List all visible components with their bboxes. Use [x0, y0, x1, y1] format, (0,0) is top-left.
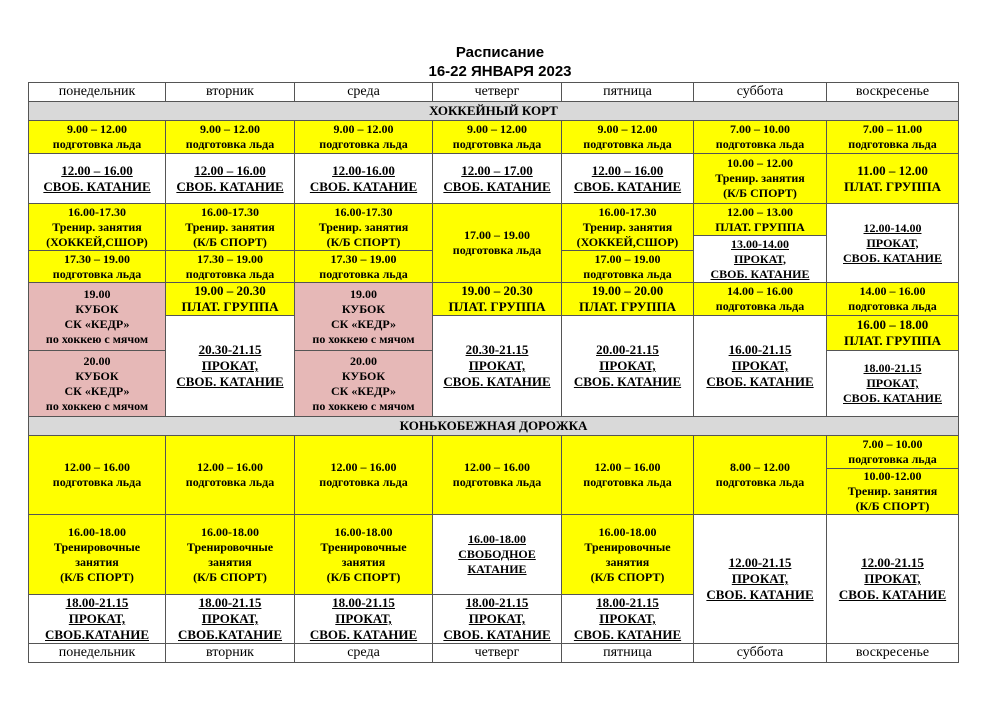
schedule-cell-line: подготовка льда [452, 243, 542, 257]
page-subtitle: 16-22 ЯНВАРЯ 2023 [428, 63, 572, 80]
schedule-cell-line: занятия [208, 554, 252, 569]
schedule-cell-line: 16.00-17.30 [598, 204, 657, 219]
schedule-cell-line: 18.00-21.15 [332, 595, 395, 610]
schedule-cell-line: занятия [605, 554, 650, 569]
schedule-cell-line: ПРОКАТ, [201, 611, 259, 626]
schedule-cell [827, 469, 959, 515]
schedule-cell [29, 351, 166, 417]
schedule-cell-line: 12.00 – 16.00 [64, 460, 130, 474]
day-footer: четверг [433, 644, 562, 663]
schedule-cell-line: 17.30 – 19.00 [197, 251, 263, 266]
section-skating-track: КОНЬКОБЕЖНАЯ ДОРОЖКА [29, 417, 959, 436]
schedule-cell [166, 595, 295, 644]
schedule-cell-line: Тренир. занятия [847, 484, 938, 498]
schedule-cell [295, 515, 433, 595]
schedule-cell [166, 515, 295, 595]
schedule-cell [29, 283, 166, 351]
schedule-cell [433, 515, 562, 595]
schedule-cell-line: СВОБОДНОЕ [458, 547, 536, 561]
schedule-cell [433, 595, 562, 644]
schedule-cell-line: 12.00 – 13.00 [727, 204, 793, 219]
schedule-cell [827, 351, 959, 417]
schedule-cell-line: подготовка льда [452, 475, 542, 489]
schedule-cell-line: подготовка льда [715, 299, 805, 313]
schedule-cell-line: 14.00 – 16.00 [859, 284, 926, 298]
schedule-cell-line: подготовка льда [52, 266, 142, 281]
schedule-cell [29, 154, 166, 204]
schedule-cell-line: СК «КЕДР» [64, 383, 130, 398]
schedule-cell-line: 12.00 – 16.00 [61, 162, 133, 178]
schedule-cell-line: СВОБ. КАТАНИЕ [443, 374, 551, 389]
schedule-cell-line: 18.00-21.15 [863, 361, 922, 375]
schedule-cell [295, 204, 433, 251]
schedule-cell-line: по хоккею с мячом [45, 331, 149, 346]
schedule-cell-line: 19.00 – 20.30 [461, 283, 533, 298]
schedule-cell-line: 7.00 – 11.00 [862, 122, 923, 136]
page-title: Расписание [455, 44, 545, 61]
schedule-table [28, 82, 959, 663]
schedule-cell-line: 16.00-17.30 [201, 204, 259, 219]
schedule-cell-line: КУБОК [341, 368, 386, 383]
schedule-cell-line: КАТАНИЕ [467, 562, 527, 576]
schedule-cell [166, 251, 295, 283]
day-footer: воскресенье [827, 644, 959, 663]
schedule-cell-line: подготовка льда [583, 266, 672, 281]
schedule-cell-line: 9.00 – 12.00 [597, 122, 658, 136]
day-header: вторник [166, 83, 295, 102]
schedule-cell-line: 13.00-14.00 [731, 236, 789, 251]
schedule-cell-line: по хоккею с мячом [45, 398, 149, 413]
schedule-cell [29, 436, 166, 515]
schedule-cell-line: 16.00-18.00 [468, 532, 526, 546]
schedule-cell-line: подготовка льда [848, 452, 937, 466]
schedule-cell [694, 204, 827, 236]
schedule-cell [295, 251, 433, 283]
schedule-cell [562, 595, 694, 644]
schedule-cell-line: подготовка льда [319, 266, 408, 281]
schedule-cell-line: 16.00-18.00 [201, 524, 259, 539]
schedule-cell-line: 16.00-18.00 [598, 524, 657, 539]
schedule-cell-line: ПРОКАТ, [599, 358, 656, 373]
schedule-cell-line: 12.00 – 16.00 [591, 162, 664, 178]
schedule-cell [827, 283, 959, 316]
schedule-cell-line: КУБОК [75, 368, 119, 383]
schedule-cell-line: ПРОКАТ, [468, 358, 526, 373]
schedule-cell [562, 436, 694, 515]
schedule-cell-line: (К/Б СПОРТ) [326, 569, 401, 584]
footer-days-row [29, 644, 959, 663]
schedule-cell-line: 9.00 – 12.00 [333, 122, 394, 136]
schedule-cell-line: ПРОКАТ, [866, 376, 919, 390]
schedule-cell [295, 595, 433, 644]
schedule-cell-line: ПЛАТ. ГРУППА [844, 178, 941, 194]
schedule-cell-line: подготовка льда [452, 137, 542, 151]
schedule-cell-line: СВОБ.КАТАНИЕ [178, 627, 282, 642]
schedule-cell-line: 12.00 – 17.00 [461, 162, 533, 178]
schedule-cell-line: подготовка льда [848, 299, 937, 313]
schedule-cell-line: занятия [341, 554, 386, 569]
schedule-cell [29, 121, 166, 154]
schedule-cell-line: Тренир. занятия [582, 219, 673, 234]
schedule-cell-line: СВОБ. КАТАНИЕ [843, 250, 942, 265]
schedule-cell-line: подготовка льда [319, 475, 408, 489]
schedule-cell-line: (ХОККЕЙ,СШОР) [576, 234, 679, 249]
schedule-cell-line: 20.00 [83, 353, 111, 368]
day-footer: пятница [562, 644, 694, 663]
schedule-cell [562, 316, 694, 417]
day-header: суббота [694, 83, 827, 102]
schedule-cell-line: СВОБ. КАТАНИЕ [309, 627, 418, 642]
schedule-cell-line: 10.00-12.00 [863, 469, 922, 483]
schedule-cell-line: ПРОКАТ, [731, 358, 789, 373]
schedule-cell-line: СВОБ.КАТАНИЕ [45, 627, 149, 642]
schedule-cell-line: 12.00-14.00 [863, 220, 922, 235]
schedule-cell-line: СК «КЕДР» [64, 316, 130, 331]
schedule-cell [827, 515, 959, 644]
schedule-cell-line: подготовка льда [583, 137, 672, 151]
schedule-cell-line: 16.00-17.30 [334, 204, 393, 219]
schedule-cell-line: 8.00 – 12.00 [730, 460, 790, 474]
schedule-cell-line: подготовка льда [715, 137, 805, 151]
schedule-cell [166, 154, 295, 204]
schedule-cell [29, 515, 166, 595]
schedule-cell-line: 18.00-21.15 [596, 595, 659, 610]
schedule-cell-line: ПРОКАТ, [731, 571, 789, 586]
schedule-cell-line: СВОБ. КАТАНИЕ [838, 587, 947, 602]
schedule-cell-line: 11.00 – 12.00 [857, 162, 928, 178]
schedule-cell [562, 283, 694, 316]
schedule-cell [433, 283, 562, 316]
header-days-row [29, 83, 959, 102]
schedule-cell-line: СВОБ. КАТАНИЕ [706, 587, 814, 602]
schedule-cell [433, 121, 562, 154]
schedule-cell-line: (К/Б СПОРТ) [590, 569, 665, 584]
schedule-cell-line: 20.00-21.15 [596, 342, 659, 357]
schedule-cell-line: 16.00-18.00 [68, 524, 126, 539]
schedule-cell-line: 17.30 – 19.00 [330, 251, 397, 266]
schedule-cell-line: СВОБ. КАТАНИЕ [176, 374, 284, 389]
schedule-cell [166, 283, 295, 316]
schedule-cell-line: подготовка льда [52, 137, 142, 151]
schedule-cell-line: ПРОКАТ, [733, 251, 787, 266]
schedule-cell-line: 19.00 [83, 286, 111, 301]
schedule-cell-line: 14.00 – 16.00 [727, 284, 793, 298]
day-footer: среда [295, 644, 433, 663]
day-header: воскресенье [827, 83, 959, 102]
schedule-cell [694, 154, 827, 204]
schedule-cell [295, 121, 433, 154]
schedule-cell-line: (К/Б СПОРТ) [723, 186, 797, 200]
schedule-cell [166, 121, 295, 154]
schedule-cell [433, 436, 562, 515]
schedule-cell-line: 9.00 – 12.00 [200, 122, 260, 136]
schedule-cell [433, 154, 562, 204]
schedule-cell [694, 316, 827, 417]
schedule-cell-line: ПРОКАТ, [201, 358, 259, 373]
schedule-cell [827, 436, 959, 469]
schedule-cell-line: 18.00-21.15 [198, 595, 262, 610]
section-hockey-court: ХОККЕЙНЫЙ КОРТ [29, 102, 959, 121]
schedule-cell [295, 436, 433, 515]
schedule-cell [827, 154, 959, 204]
schedule-cell [295, 351, 433, 417]
schedule-cell-line: (К/Б СПОРТ) [193, 569, 267, 584]
schedule-cell [295, 154, 433, 204]
schedule-cell-line: КУБОК [341, 301, 386, 316]
schedule-cell-line: 12.00 – 16.00 [194, 162, 266, 178]
schedule-cell-line: Тренировочные [320, 539, 407, 554]
schedule-cell-line: Тренировочные [186, 539, 274, 554]
day-header: среда [295, 83, 433, 102]
day-footer: понедельник [29, 644, 166, 663]
schedule-cell [29, 595, 166, 644]
schedule-cell-line: 16.00-21.15 [728, 342, 792, 357]
schedule-cell-line: Тренир. занятия [52, 219, 142, 234]
schedule-cell-line: 12.00 – 16.00 [594, 460, 661, 474]
schedule-cell-line: 18.00-21.15 [465, 595, 529, 610]
schedule-cell [295, 283, 433, 351]
schedule-cell-line: подготовка льда [319, 137, 408, 151]
schedule-cell [694, 436, 827, 515]
schedule-cell-line: СВОБ. КАТАНИЕ [573, 374, 682, 389]
schedule-cell-line: СВОБ. КАТАНИЕ [710, 266, 810, 281]
schedule-cell-line: СВОБ. КАТАНИЕ [43, 178, 151, 194]
schedule-cell [562, 515, 694, 595]
schedule-cell-line: 10.00 – 12.00 [727, 156, 793, 170]
schedule-cell-line: СВОБ. КАТАНИЕ [309, 178, 418, 194]
schedule-cell-line: ПЛАТ. ГРУППА [448, 299, 546, 314]
schedule-cell-line: (К/Б СПОРТ) [193, 234, 267, 249]
schedule-cell-line: Тренировочные [53, 539, 141, 554]
schedule-cell-line: 17.00 – 19.00 [594, 251, 661, 266]
schedule-cell-line: СВОБ. КАТАНИЕ [443, 178, 551, 194]
schedule-cell-line: подготовка льда [185, 475, 275, 489]
schedule-cell [29, 251, 166, 283]
schedule-cell [166, 316, 295, 417]
schedule-cell [166, 436, 295, 515]
schedule-cell-line: СВОБ. КАТАНИЕ [706, 374, 814, 389]
schedule-cell-line: 12.00 – 16.00 [330, 460, 397, 474]
schedule-cell-line: 12.00-21.15 [861, 555, 924, 570]
schedule-cell-line: подготовка льда [52, 475, 142, 489]
schedule-cell-line: ПЛАТ. ГРУППА [579, 299, 676, 314]
schedule-cell-line: Тренир. занятия [185, 219, 275, 234]
schedule-cell-line: 19.00 – 20.00 [591, 283, 664, 298]
schedule-cell-line: 12.00 – 16.00 [197, 460, 263, 474]
schedule-cell-line: подготовка льда [185, 266, 275, 281]
schedule-cell-line: СВОБ. КАТАНИЕ [573, 178, 682, 194]
schedule-cell-line: ПЛАТ. ГРУППА [844, 333, 941, 348]
schedule-cell-line: ПРОКАТ, [468, 611, 526, 626]
schedule-cell-line: подготовка льда [848, 137, 937, 151]
schedule-cell-line: Тренир. занятия [715, 171, 805, 185]
schedule-cell-line: 19.00 [350, 286, 377, 301]
schedule-cell-line: 12.00-16.00 [332, 162, 395, 178]
schedule-cell [433, 204, 562, 283]
schedule-cell [694, 515, 827, 644]
schedule-cell [562, 121, 694, 154]
schedule-cell-line: СВОБ. КАТАНИЕ [573, 627, 682, 642]
day-header: пятница [562, 83, 694, 102]
schedule-cell-line: ПЛАТ. ГРУППА [715, 219, 805, 234]
schedule-cell-line: СВОБ. КАТАНИЕ [176, 178, 284, 194]
schedule-cell-line: Тренировочные [584, 539, 671, 554]
schedule-cell-line: ПРОКАТ, [599, 611, 656, 626]
schedule-cell [166, 204, 295, 251]
schedule-cell-line: ПРОКАТ, [335, 611, 392, 626]
schedule-cell-line: подготовка льда [583, 475, 672, 489]
schedule-cell-line: 16.00-18.00 [334, 524, 393, 539]
schedule-cell-line: 20.30-21.15 [465, 342, 529, 357]
schedule-cell-line: СВОБ. КАТАНИЕ [443, 627, 551, 642]
schedule-cell-line: (К/Б СПОРТ) [60, 569, 134, 584]
schedule-cell-line: 16.00-17.30 [68, 204, 126, 219]
schedule-cell-line: ПРОКАТ, [864, 571, 921, 586]
schedule-cell-line: ПЛАТ. ГРУППА [181, 299, 279, 314]
schedule-cell-line: по хоккею с мячом [312, 398, 415, 413]
schedule-cell-line: подготовка льда [185, 137, 275, 151]
schedule-cell-line: 18.00-21.15 [65, 595, 129, 610]
schedule-cell-line: 9.00 – 12.00 [67, 122, 127, 136]
schedule-cell-line: СК «КЕДР» [331, 316, 396, 331]
schedule-cell [827, 121, 959, 154]
schedule-cell-line: (ХОККЕЙ,СШОР) [46, 234, 148, 249]
schedule-cell-line: 16.00 – 18.00 [856, 317, 929, 332]
schedule-cell-line: 12.00-21.15 [728, 555, 792, 570]
schedule-cell [827, 316, 959, 351]
schedule-cell [694, 283, 827, 316]
schedule-cell-line: подготовка льда [715, 475, 805, 489]
day-footer: вторник [166, 644, 295, 663]
schedule-cell [562, 251, 694, 283]
schedule-cell-line: (К/Б СПОРТ) [326, 234, 401, 249]
schedule-cell-line: 20.00 [350, 353, 377, 368]
schedule-cell-line: занятия [75, 554, 119, 569]
schedule-cell [29, 204, 166, 251]
schedule-cell [433, 316, 562, 417]
schedule-cell [562, 204, 694, 251]
schedule-cell-line: 7.00 – 10.00 [730, 122, 790, 136]
schedule-cell-line: 20.30-21.15 [198, 342, 262, 357]
schedule-cell [694, 121, 827, 154]
schedule-cell-line: 17.00 – 19.00 [464, 228, 530, 242]
schedule-cell-line: ПРОКАТ, [68, 611, 126, 626]
day-header: четверг [433, 83, 562, 102]
schedule-cell [562, 154, 694, 204]
schedule-cell-line: по хоккею с мячом [312, 331, 415, 346]
day-header: понедельник [29, 83, 166, 102]
schedule-cell-line: 12.00 – 16.00 [464, 460, 530, 474]
schedule-cell-line: СК «КЕДР» [331, 383, 396, 398]
schedule-cell-line: Тренир. занятия [318, 219, 409, 234]
schedule-cell [694, 236, 827, 283]
schedule-cell-line: 17.30 – 19.00 [64, 251, 130, 266]
schedule-cell-line: 19.00 – 20.30 [194, 283, 266, 298]
schedule-cell-line: (К/Б СПОРТ) [855, 499, 930, 513]
day-footer: суббота [694, 644, 827, 663]
schedule-cell-line: ПРОКАТ, [866, 235, 919, 250]
schedule-cell-line: 9.00 – 12.00 [467, 122, 527, 136]
schedule-cell-line: 7.00 – 10.00 [862, 437, 923, 451]
schedule-cell-line: КУБОК [75, 301, 119, 316]
schedule-cell-line: СВОБ. КАТАНИЕ [843, 391, 942, 405]
schedule-cell [827, 204, 959, 283]
